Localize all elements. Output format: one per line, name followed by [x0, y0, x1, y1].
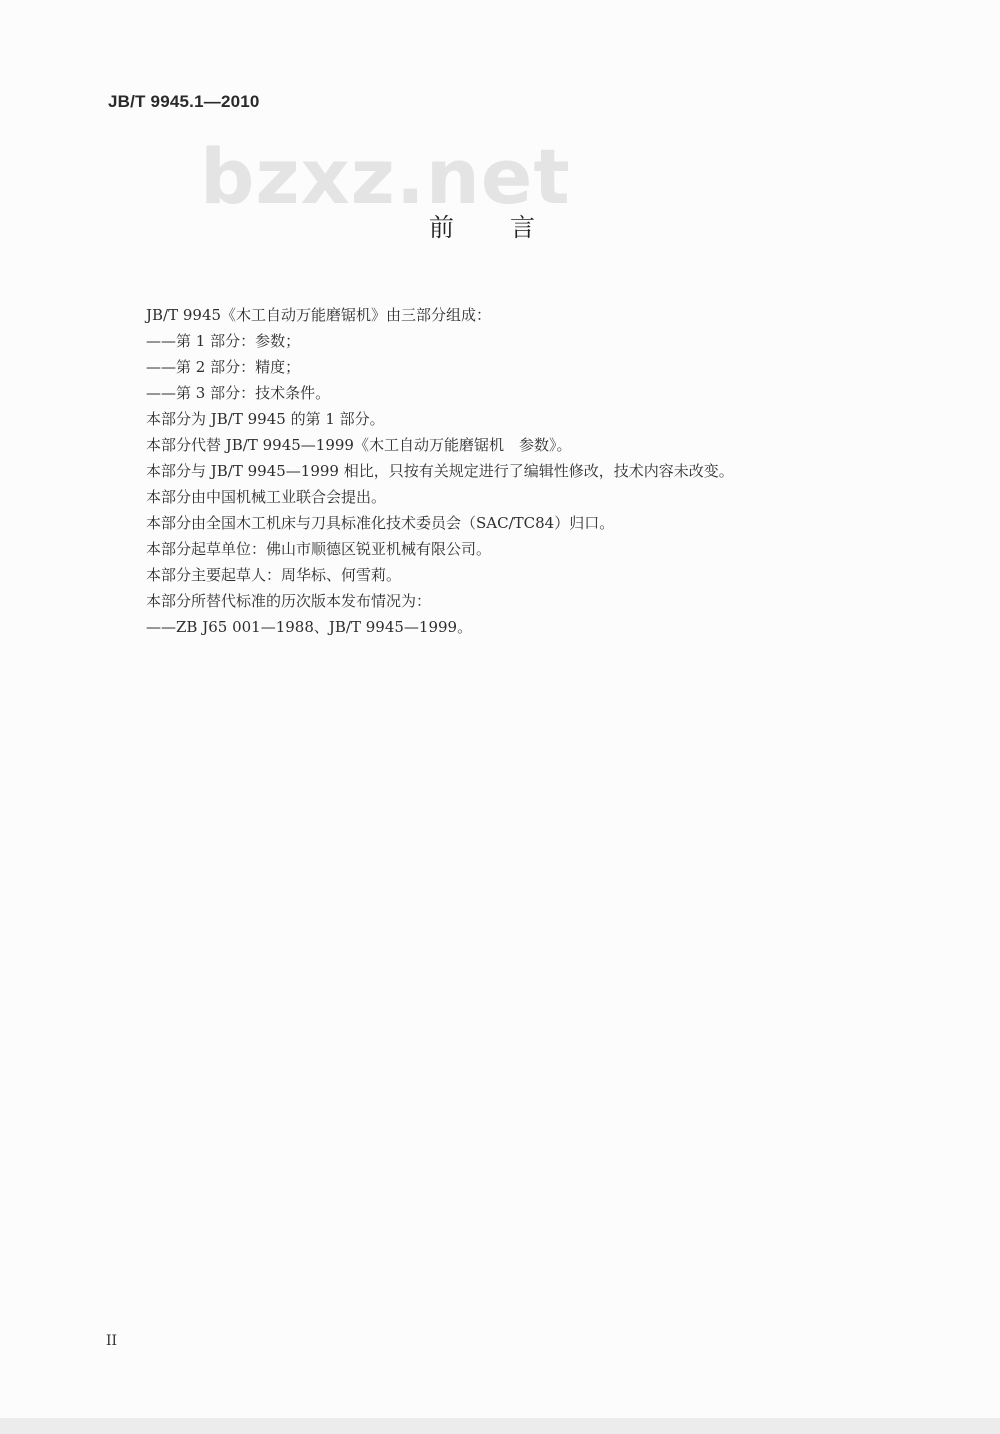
page-title: 前言 [428, 213, 591, 242]
foreword-line-part-2: ——第 2 部分：精度； [146, 358, 301, 376]
standard-code: JB/T 9945.1—2010 [108, 92, 260, 111]
watermark-logo: bzxz.net [200, 132, 571, 221]
foreword-line-parts-intro: JB/T 9945《木工自动万能磨锯机》由三部分组成： [146, 306, 492, 324]
foreword-line-proposed-by: 本部分由中国机械工业联合会提出。 [146, 488, 387, 506]
foreword-line-drafters: 本部分主要起草人：周华标、何雪莉。 [146, 566, 402, 584]
viewer-bottom-strip [0, 1418, 1000, 1434]
foreword-line-drafting-unit: 本部分起草单位：佛山市顺德区锐亚机械有限公司。 [146, 540, 492, 558]
foreword-line-this-part: 本部分为 JB/T 9945 的第 1 部分。 [146, 410, 385, 428]
foreword-line-history-intro: 本部分所替代标准的历次版本发布情况为： [146, 592, 432, 610]
foreword-line-part-3: ——第 3 部分：技术条件。 [146, 384, 331, 402]
foreword-line-part-1: ——第 1 部分：参数； [146, 332, 301, 350]
page-number: II [106, 1333, 118, 1349]
foreword-line-changes: 本部分与 JB/T 9945—1999 相比，只按有关规定进行了编辑性修改，技术内容未改变。 [146, 462, 734, 480]
foreword-body [146, 302, 866, 640]
foreword-line-centralized-by: 本部分由全国木工机床与刀具标准化技术委员会（SAC/TC84）归口。 [146, 514, 615, 532]
foreword-line-replaces: 本部分代替 JB/T 9945—1999《木工自动万能磨锯机 参数》。 [146, 436, 572, 454]
foreword-line-history-versions: ——ZB J65 001—1988、JB/T 9945—1999。 [146, 618, 473, 636]
